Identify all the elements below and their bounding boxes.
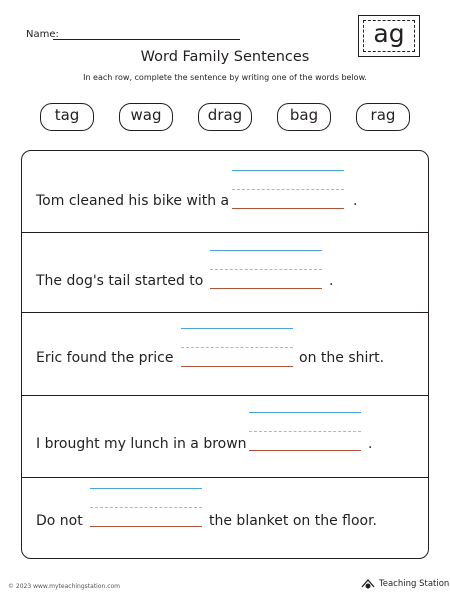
sentence-text-after: . <box>368 436 373 452</box>
word-bank-item <box>356 103 410 131</box>
writing-top-line <box>181 328 293 329</box>
instructions: In each row, complete the sentence by writing one of the words below. <box>83 73 367 82</box>
writing-top-line <box>210 250 322 251</box>
brand-logo <box>360 578 449 590</box>
sentence-text-after: . <box>353 193 358 209</box>
word-bank-label: rag <box>370 106 396 124</box>
sentence-text-before: The dog's tail started to <box>36 273 204 289</box>
writing-mid-line <box>232 189 344 190</box>
answer-blank[interactable] <box>181 366 293 367</box>
word-family-inner-border <box>363 20 415 52</box>
answer-blank[interactable] <box>232 208 344 209</box>
name-label: Name: <box>26 29 59 40</box>
word-bank-label: drag <box>207 106 243 124</box>
writing-mid-line <box>249 431 361 432</box>
word-bank-item <box>198 103 252 131</box>
sentence-text-before: Eric found the price <box>36 350 174 366</box>
word-bank-item <box>277 103 331 131</box>
writing-top-line <box>232 170 344 171</box>
writing-mid-line <box>210 269 322 270</box>
word-bank-label: tag <box>54 106 80 124</box>
sentence-text-before: Do not <box>36 513 83 529</box>
sentence-row <box>22 312 428 396</box>
writing-top-line <box>90 488 202 489</box>
sentence-text-after: the blanket on the floor. <box>209 513 377 529</box>
answer-blank[interactable] <box>90 526 202 527</box>
brand-name: Teaching Station <box>379 579 450 589</box>
word-bank-item <box>119 103 173 131</box>
sentence-grid <box>21 150 429 559</box>
sentence-row <box>22 477 428 559</box>
writing-mid-line <box>181 347 293 348</box>
sentence-row <box>22 151 428 232</box>
word-family-label: ag <box>373 19 405 48</box>
sentence-text-before: Tom cleaned his bike with a <box>36 193 230 209</box>
writing-mid-line <box>90 507 202 508</box>
answer-blank[interactable] <box>210 288 322 289</box>
word-bank-label: wag <box>130 106 162 124</box>
sentence-text-after: . <box>329 273 334 289</box>
word-bank-label: bag <box>289 106 319 124</box>
sentence-text-after: on the shirt. <box>299 350 385 366</box>
sentence-row <box>22 395 428 478</box>
word-bank-item <box>40 103 94 131</box>
sentence-row <box>22 232 428 313</box>
teaching-station-logo-icon <box>360 578 376 590</box>
name-write-line[interactable] <box>53 39 240 40</box>
writing-top-line <box>249 412 361 413</box>
answer-blank[interactable] <box>249 450 361 451</box>
page-title: Word Family Sentences <box>140 49 310 65</box>
sentence-text-before: I brought my lunch in a brown <box>36 436 247 452</box>
copyright-text: © 2023 www.myteachingstation.com <box>8 583 121 590</box>
